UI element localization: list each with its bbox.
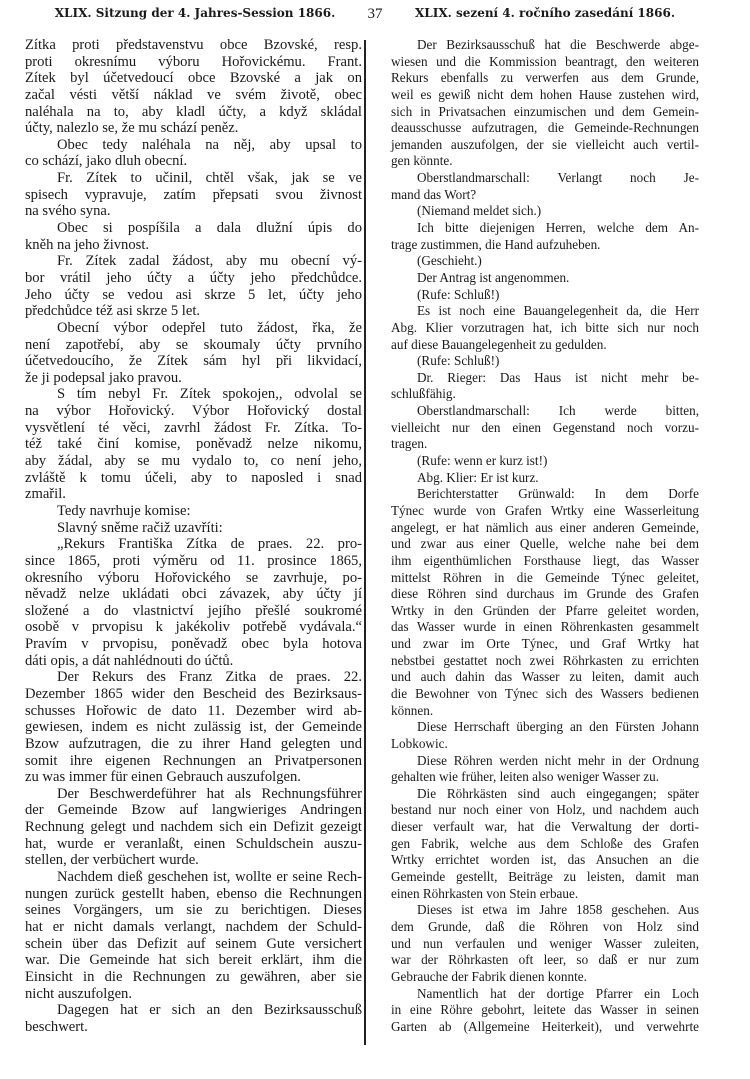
text-line: und nun verfaulen und weniger Wasser zuleiten, (391, 935, 699, 951)
text-line: gen könnte. (391, 153, 453, 169)
text-line: Zítka proti představenstvu obce Bzovské, resp. (25, 37, 362, 53)
text-line: „Rekurs Františka Zítka de praes. 22. pro- (57, 536, 362, 553)
text-line: mittelst Röhren in die Gemeinde Týnec geleitet, (391, 569, 699, 585)
text-line: hat, wurde er veranlaßt, einen Schuldschein auszu- (25, 835, 362, 852)
text-line: něvadž nelze ukládati obci závazek, aby účty jí (25, 586, 362, 603)
text-line: Slavný sněme račiž uzavříti: (57, 519, 223, 536)
text-line: und zwar im Orte Týnec, und Graf Wrtky hat (391, 636, 699, 652)
text-line: Oberstlandmarschall: Verlangt noch Je- (417, 170, 699, 186)
text-line: since 1865, proti výměru od 11. prosince 1865, (25, 552, 362, 569)
text-line: Fr. Zítek zadal žádost, aby mu obecní vý- (57, 253, 362, 270)
text-line: nicht auszufolgen. (25, 985, 132, 1002)
text-line: bestand nur noch einer von Holz, und nachdem auch (391, 802, 699, 818)
text-line: Namentlich hat der dortige Pfarrer ein Loch (417, 985, 699, 1001)
text-line: einen Röhrkasten von Stein erbaue. (391, 885, 579, 901)
text-line: okresního výboru Hořovického se zavrhuje, po- (25, 569, 362, 586)
right-column-text (391, 37, 699, 1035)
text-line: mand das Wort? (391, 186, 477, 202)
text-line: gen Fabrik, welche aus dem Schloße des Grafen (391, 835, 699, 851)
text-line: schusses Hořowic de dato 11. Dezember wird ab- (25, 702, 362, 719)
text-line: Ich bitte diejenigen Herren, welche dem An- (417, 220, 699, 236)
text-line: Der Rekurs des Franz Zitka de praes. 22. (57, 669, 362, 686)
text-line: (Rufe: wenn er kurz ist!) (417, 453, 548, 469)
text-line: Jeho účty se vedou asi skrze 5 let, účty jeho (25, 286, 362, 303)
text-line: (Niemand meldet sich.) (417, 203, 542, 219)
text-line: wiesen und die Kommission beantragt, den weiteren (391, 53, 699, 69)
text-line: diese Röhren sind durchaus im Grunde des Grafen (391, 586, 699, 602)
text-line: und auch dahin das Wasser zu leiten, damit auch (391, 669, 699, 685)
text-line: angelegt, er hat nämlich aus einer anderen Gemeinde, (391, 519, 699, 535)
text-line: schein über das Defizit auf seinem Gute versichert (25, 935, 362, 952)
text-line: Gemeinde gestellt, Beiträge zu leisten, damit man (391, 869, 699, 885)
text-line: Obecní výbor odepřel tuto žádost, řka, že (57, 319, 362, 336)
text-line: Obec si pospíšila a dala dlužní úpis do (57, 220, 362, 237)
text-line: Wrtky in den Gründen der Pfarre geleitet worden, (391, 602, 699, 618)
text-line: die Bewohner von Týnec sich des Wassers bedienen (391, 685, 699, 701)
text-line: somit ihre eigenen Rechnungen an Privatpersonen (25, 752, 362, 769)
text-line: naléhala na to, aby kladl účty, a když skládal (25, 103, 362, 120)
page-number: 37 (367, 6, 383, 22)
text-line: (Rufe: Schluß!) (417, 286, 500, 302)
text-line: dem Grunde, daß die Röhren von Holz sind (391, 918, 699, 934)
text-line: war der Röhrkasten oft leer, so daß er nur zum (391, 952, 699, 968)
text-line: Zítek byl účetvedoucí obce Bzovské a jak on (25, 70, 362, 87)
text-line: že ji podepsal jako pravou. (25, 369, 182, 386)
text-line: vysvětlení té věci, zavrhl žádost Fr. Zítka. To- (25, 419, 362, 436)
text-line: deausschusse aufzutragen, die Gemeinde-Rechnungen (391, 120, 699, 136)
text-line: trage zustimmen, die Hand aufzuheben. (391, 236, 601, 252)
text-line: Fr. Zítek to učinil, chtěl však, jak se ve (57, 170, 362, 187)
text-line: Lobkowic. (391, 735, 448, 751)
text-line: též také činí komise, poněvadž nelze nikomu, (25, 436, 362, 453)
text-line: osobě v prvopisu k jakékoliv potřebě vydávala.“ (25, 619, 362, 636)
text-line: na svého syna. (25, 203, 111, 220)
text-line: Oberstlandmarschall: Ich werde bitten, (417, 403, 699, 419)
text-line: der Gemeinde Bzow auf langwieriges Andringen (25, 802, 362, 819)
text-line: dáti opis, a dát nahlédnouti do účtů. (25, 652, 234, 669)
text-line: beschwert. (25, 1018, 88, 1035)
text-line: Gebrauche der Fabrik dienen konnte. (391, 968, 587, 984)
running-header-german: XLIX. Sitzung der 4. Jahres-Session 1866. (54, 6, 336, 20)
text-line: Berichterstatter Grünwald: In dem Dorfe (417, 486, 699, 502)
text-line: stellen, der verbüchert wurde. (25, 852, 199, 869)
text-line: Rekurs ebenfalls zu verwerfen aus dem Grunde, (391, 70, 699, 86)
text-line: na výbor Hořovický. Výbor Hořovický dostal (25, 403, 362, 420)
text-line: Obec tedy naléhala na něj, aby upsal to (57, 136, 362, 153)
text-line: gewiesen, indem es nicht zulässig ist, der Gemeinde (25, 719, 362, 736)
text-line: schlußfähig. (391, 386, 456, 402)
text-line: nebstbei gestattet noch zwei Röhrkasten zu errichten (391, 652, 699, 668)
text-line: S tím nebyl Fr. Zítek spokojen,, odvolal se (57, 386, 362, 403)
text-line: Bzow aufzutragen, die zu ihrer Hand gelegten und (25, 735, 362, 752)
text-line: und zwar aus einer Quelle, welche nahe bei dem (391, 536, 699, 552)
text-line: weil es gewiß nicht dem hohen Hause zustehen wird, (391, 86, 699, 102)
text-line: können. (391, 702, 434, 718)
running-header-czech: XLIX. sezení 4. ročního zasedání 1866. (414, 6, 676, 20)
text-line: Dieses ist etwa im Jahre 1858 geschehen. Aus (417, 902, 699, 918)
text-line: co schází, jako dluh obecní. (25, 153, 188, 170)
text-line: proti okresnímu výboru Hořovickému. Frant. (25, 53, 362, 70)
text-line: zmařil. (25, 486, 66, 503)
text-line: Dagegen hat er sich an den Bezirksausschuß (57, 1002, 362, 1019)
text-line: war. Die Gemeinde hat sich bereit erklärt, ihm die (25, 952, 362, 969)
text-line: Pravím v prvopisu, poněvadž obec byla hotova (25, 636, 362, 653)
text-line: zvláště k tomu účeli, aby to naposled i snad (25, 469, 362, 486)
text-line: Dr. Rieger: Das Haus ist nicht mehr be- (417, 369, 699, 385)
text-line: Der Beschwerdeführer hat als Rechnungsführer (57, 785, 362, 802)
text-line: sich in Privatsachen einzumischen und dem Gemein- (391, 103, 699, 119)
text-line: ihm eigenthümlichen Forsthause liegt, das Wasser (391, 552, 699, 568)
left-column-text (25, 37, 362, 1035)
text-line: jemanden auszufolgen, der sie vielleicht auch vertil- (391, 136, 699, 152)
text-line: Diese Röhren werden nicht mehr in der Ordnung (417, 752, 699, 768)
text-line: hat er nicht damals verlangt, nachdem der Schuld- (25, 918, 362, 935)
text-line: (Geschieht.) (417, 253, 482, 269)
text-line: Es ist noch eine Bauangelegenheit da, die Herr (417, 303, 699, 319)
text-line: bor vrátil jeho účty a účty jeho předchůdce. (25, 269, 362, 286)
text-line: účty, nalezlo se, že mu schází peněz. (25, 120, 239, 137)
text-line: seines Vorgängers, um sie zu berichtigen. Dieses (25, 902, 362, 919)
text-line: (Rufe: Schluß!) (417, 353, 500, 369)
text-line: účetvedoucího, že Zítek sám hyl při likvidací, (25, 353, 362, 370)
text-line: Die Röhrkästen sind auch eingegangen; später (417, 785, 699, 801)
text-line: Týnec wurde von Grafen Wrtky eine Wasserleitung (391, 502, 699, 518)
text-line: vielleicht nur den einen Gegenstand noch vorzu- (391, 419, 699, 435)
text-line: gehalten wie früher, leiten also weniger Wasser zu. (391, 769, 660, 785)
text-line: Einsicht in die Rechnungen zu gewähren, aber sie (25, 968, 362, 985)
text-line: předchůdce též asi skrze 5 let. (25, 303, 201, 320)
text-line: das Wasser wurde in einen Röhrenkasten gesammelt (391, 619, 699, 635)
text-line: spisech vypravuje, zatím přepsati svou živnost (25, 186, 362, 203)
text-line: Rechnung gelegt und nachdem sich ein Defizit gezeigt (25, 819, 362, 836)
text-line: Wrtky errichtet worden ist, das Ansuchen an die (391, 852, 699, 868)
text-line: Diese Herrschaft überging an den Fürsten Johann (417, 719, 699, 735)
text-line: aby žádal, aby se mu vydalo to, co není jeho, (25, 453, 362, 470)
text-line: Abg. Klier vorzutragen hat, ich bitte sich nur noch (391, 319, 699, 335)
text-line: kněh na jeho živnost. (25, 236, 150, 253)
text-line: není zapotřebí, aby se skoumaly účty prvního (25, 336, 362, 353)
text-line: Abg. Klier: Er ist kurz. (417, 469, 539, 485)
text-line: dieser verfault war, hat die Verwaltung der dorti- (391, 819, 699, 835)
text-line: Der Bezirksausschuß hat die Beschwerde abge- (417, 37, 699, 52)
text-line: in eine Röhre gebohrt, leitete das Wasser in seinen (391, 1002, 699, 1018)
text-line: auf diese Bauangelegenheit zu gedulden. (391, 336, 607, 352)
column-divider (364, 40, 366, 1045)
text-line: Garten ab (Allgemeine Heiterkeit), und verwehrte (391, 1018, 699, 1034)
text-line: složené a do vlastnictví jejího přešlé soukromé (25, 602, 362, 619)
text-line: Nachdem dieß geschehen ist, wollte er seine Rech- (57, 869, 362, 886)
text-line: tragen. (391, 436, 428, 452)
text-line: Tedy navrhuje komise: (57, 502, 191, 519)
text-line: nungen zurück gestellt haben, ebenso die Rechnungen (25, 885, 362, 902)
text-line: Dezember 1865 wider den Bescheid des Bezirksaus- (25, 685, 362, 702)
text-line: Der Antrag ist angenommen. (417, 269, 570, 285)
text-line: začal vésti větší náklad ve svém životě, obec (25, 86, 362, 103)
text-line: zu was immer für einen Gebrauch auszufolgen. (25, 769, 301, 786)
